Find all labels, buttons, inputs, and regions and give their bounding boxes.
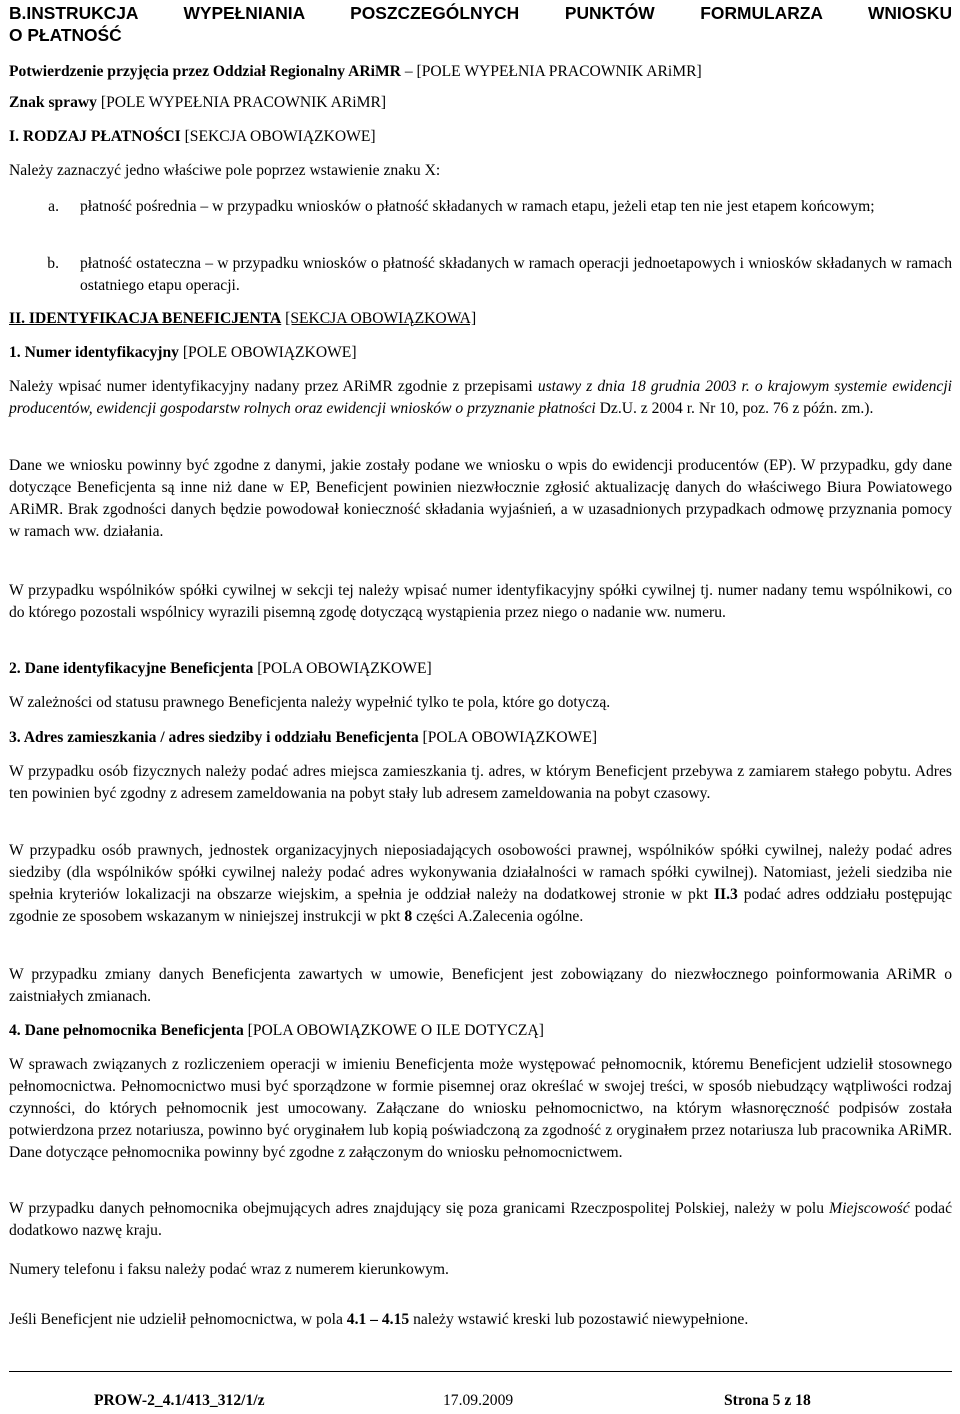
subsection-1-paragraph-3: W przypadku wspólników spółki cywilnej w sekcji tej należy wpisać numer identyfikacyjny spółki cywilnej tj. numer nadany temu wspólnikowi, co do którego pozostali wspólnicy wyrazili pisemną zgodę dotyczącą wystąpienia przez niego o nadanie ww. numeru.: [9, 582, 952, 621]
law-reference: ustawy z dnia 18 grudnia 2003 r. o krajowym systemie ewidencji producentów, ewidencji gospodarstw rolnych oraz ewidencji wniosków o przyznanie płatności: [9, 378, 952, 417]
field-range-reference: 4.1 – 4.15: [346, 1310, 410, 1328]
confirmation-line: Potwierdzenie przyjęcia przez Oddział Regionalny ARiMR – [POLE WYPEŁNIA PRACOWNIK ARiMR]: [9, 63, 702, 80]
subsection-2-title: 2. Dane identyfikacyjne Beneficjenta: [9, 660, 254, 677]
paragraph-text: należy wstawić kreski lub pozostawić niewypełnione.: [413, 1310, 749, 1328]
field-name: Miejscowość: [829, 1200, 910, 1217]
paragraph-text: części A.Zalecenia ogólne.: [416, 908, 584, 925]
list-item-text: płatność ostateczna – w przypadku wniosków o płatność składanych w ramach operacji jednoetapowych i wniosków składanych w ramach ostatniego etapu operacji.: [80, 255, 952, 294]
paragraph-text: W przypadku danych pełnomocnika obejmujących adres znajdujący się poza granicami Rzeczpospolitej Polskiej, należy w polu: [9, 1200, 825, 1217]
section-1-note: [SEKCJA OBOWIĄZKOWE]: [184, 128, 376, 145]
paragraph-text: podać adres oddziału postępując zgodnie ze sposobem wskazanym w niniejszej instrukcji w pkt: [9, 886, 953, 925]
document-title-line1: B.INSTRUKCJA WYPEŁNIANIA POSZCZEGÓLNYCH PUNKTÓW FORMULARZA WNIOSKU: [9, 3, 952, 23]
case-sign-line: [9, 92, 952, 114]
case-sign-label: Znak sprawy: [9, 94, 97, 111]
footer-doc-code: PROW-2_4.1/413_312/1/z: [94, 1392, 265, 1409]
subsection-4-paragraph-4: [9, 1309, 952, 1331]
subsection-3-title: 3. Adres zamieszkania / adres siedziby i oddziału Beneficjenta: [9, 729, 419, 746]
subsection-1-paragraph-1: [9, 376, 952, 420]
section-1-intro: Należy zaznaczyć jedno właściwe pole poprzez wstawienie znaku X:: [9, 162, 441, 179]
subsection-4-heading: [9, 1020, 952, 1042]
section-2-heading: [9, 308, 952, 330]
subsection-3-paragraph-3: W przypadku zmiany danych Beneficjenta zawartych w umowie, Beneficjent jest zobowiązany do niezwłocznego poinformowania ARiMR o zaistniałych zmianach.: [9, 966, 952, 1005]
section-1-heading: [9, 126, 952, 148]
paragraph-text: Należy wpisać numer identyfikacyjny nadany przez ARiMR zgodnie z przepisami: [9, 378, 533, 395]
subsection-2-note: [POLA OBOWIĄZKOWE]: [257, 660, 432, 677]
footer-page-number: Strona 5 z 18: [724, 1392, 811, 1409]
subsection-1-note: [POLE OBOWIĄZKOWE]: [182, 344, 357, 361]
subsection-4-paragraph-1: W sprawach związanych z rozliczeniem operacji w imieniu Beneficjenta może występować pełnomocnik, któremu Beneficjent udzielił stosownego pełnomocnictwa. Pełnomocnictwo musi być sporządzone w formie pisemnej oraz określać w swojej treści, w sposób niebudzący wątpliwości rodzaj czynności, do których pełnomocnik jest umocowany. Załączane do wniosku pełnomocnictwo, na którym własnoręczność podpisów została potwierdzona przez notariusza, powinno być oryginałem lub kopią poświadczoną za zgodność z oryginałem przez notariusza lub pracownika ARiMR. Dane dotyczące pełnomocnika powinny być zgodne z załączonym do wniosku pełnomocnictwem.: [9, 1056, 952, 1161]
subsection-3-paragraph-1: W przypadku osób fizycznych należy podać adres miejsca zamieszkania tj. adres, w którym Beneficjent przebywa z zamiarem stałego pobytu. Adres ten powinien być zgodny z adresem zameldowania na pobyt stały lub adresem zameldowania na pobyt czasowy.: [9, 763, 952, 802]
confirmation-note: [POLE WYPEŁNIA PRACOWNIK ARiMR]: [416, 63, 702, 80]
subsection-4-paragraph-2: [9, 1198, 952, 1242]
paragraph-text: W przypadku osób prawnych, jednostek organizacyjnych nieposiadających osobowości prawnej, wspólników spółki cywilnej, należy podać adres siedziby (dla wspólników spółki cywilnej należy podać adres wykonywania działalności w ramach spółki cywilnej). Natomiast, jeżeli siedziba nie spełnia kryteriów lokalizacji na obszarze wiejskim, a spełnia je oddział należy na dodatkowej stronie w pkt: [9, 842, 952, 903]
list-marker: b.: [47, 255, 59, 272]
point-reference: II.3: [713, 886, 738, 903]
section-1-title: I. RODZAJ PŁATNOŚCI: [9, 128, 181, 145]
subsection-2-paragraph: W zależności od statusu prawnego Beneficjenta należy wypełnić tylko te pola, które go dotyczą.: [9, 694, 611, 711]
paragraph-text: Dz.U. z 2004 r. Nr 10, poz. 76 z późn. zm.).: [599, 400, 874, 417]
subsection-1-heading: [9, 342, 952, 364]
paragraph-text: Jeśli Beneficjent nie udzielił pełnomocnictwa, w pola: [9, 1310, 343, 1328]
subsection-3-paragraph-2: [9, 840, 952, 928]
document-title-line2: O PŁATNOŚĆ: [9, 25, 122, 45]
footer-date: 17.09.2009: [443, 1392, 514, 1409]
subsection-1-paragraph-2: Dane we wniosku powinny być zgodne z danymi, jakie zostały podane we wniosku o wpis do ewidencji producentów (EP). W przypadku, gdy dane dotyczące Beneficjenta są inne niż dane w EP, Beneficjent powinien niezwłocznie zgłosić aktualizację danych do właściwego Biura Powiatowego ARiMR. Brak zgodności danych będzie powodował konieczność składania wyjaśnień, a w uzasadnionych przypadkach odmowę przyznania pomocy w ramach ww. działania.: [9, 457, 952, 540]
list-item: [9, 253, 952, 297]
section-2-title: II. IDENTYFIKACJA BENEFICJENTA: [9, 310, 282, 327]
point-reference: 8: [404, 908, 413, 925]
list-marker: a.: [48, 198, 59, 215]
subsection-4-title: 4. Dane pełnomocnika Beneficjenta: [9, 1022, 244, 1039]
confirmation-label: Potwierdzenie przyjęcia przez Oddział Regionalny ARiMR: [9, 63, 401, 80]
list-item: [9, 196, 952, 240]
subsection-4-paragraph-3: Numery telefonu i faksu należy podać wraz z numerem kierunkowym.: [9, 1261, 449, 1278]
list-item-text: płatność pośrednia – w przypadku wniosków o płatność składanych w ramach etapu, jeżeli etap ten nie jest etapem końcowym;: [80, 198, 875, 215]
subsection-1-title: 1. Numer identyfikacyjny: [9, 344, 179, 361]
section-2-note: [SEKCJA OBOWIĄZKOWA]: [285, 310, 477, 327]
subsection-2-heading: [9, 658, 952, 680]
subsection-3-heading: [9, 727, 952, 749]
paragraph-text: podać dodatkowo nazwę kraju.: [9, 1200, 952, 1239]
subsection-4-note: [POLA OBOWIĄZKOWE O ILE DOTYCZĄ]: [247, 1022, 544, 1039]
footer-divider: [9, 1371, 952, 1372]
subsection-3-note: [POLA OBOWIĄZKOWE]: [422, 729, 598, 746]
case-sign-note: [POLE WYPEŁNIA PRACOWNIK ARiMR]: [100, 94, 387, 111]
